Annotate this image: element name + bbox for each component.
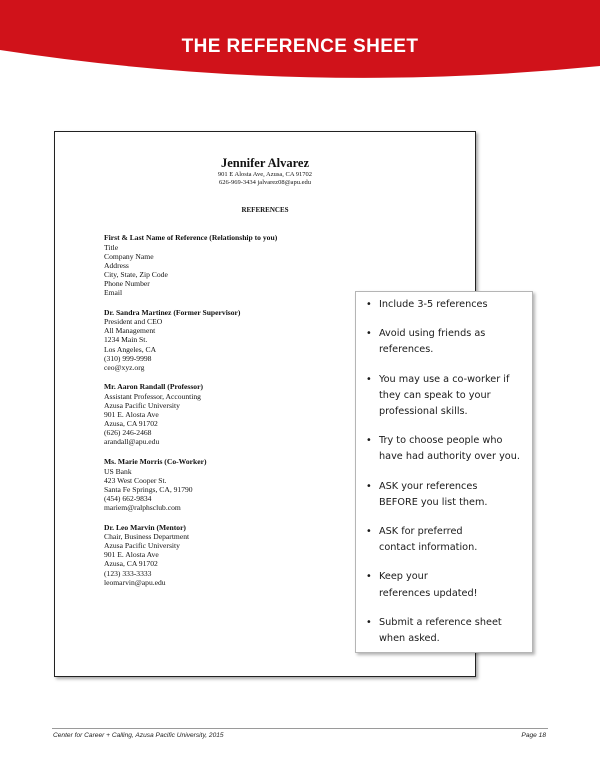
tip-text [379,372,524,421]
bullet-icon: • [366,526,372,538]
reference-detail: US Bank [104,466,132,476]
reference-name: First & Last Name of Reference (Relationship to you) [104,233,278,242]
reference-detail: Azusa, CA 91702 [104,559,158,569]
reference-detail: Azusa Pacific University [104,401,180,410]
reference-detail: Phone Number [104,278,150,288]
reference-name: Dr. Leo Marvin (Mentor) [104,522,186,532]
reference-detail: Los Angeles, CA [104,344,157,354]
tip-line: professional skills. [379,406,468,418]
reference-entry [104,308,364,372]
references-heading: REFERENCES [241,206,289,214]
reference-detail: mariem@ralphsclub.com [104,502,181,512]
tip-line: ASK your references [379,480,478,492]
footer-divider [52,728,548,729]
tip-item [362,433,524,465]
tip-line: Avoid using friends as [379,328,486,340]
tip-line: ASK for preferred [379,526,463,538]
tip-line: BEFORE you list them. [379,496,488,508]
reference-detail: arandall@apu.edu [104,437,160,447]
tip-text [379,326,524,358]
reference-detail: 423 West Cooper St. [104,475,167,485]
bullet-icon: • [366,571,372,583]
reference-detail: All Management [104,326,156,336]
tip-item [362,372,524,421]
tip-text [379,479,524,511]
tip-line: Submit a reference sheet [379,616,502,628]
reference-list [104,233,364,597]
reference-detail: Company Name [104,251,154,261]
bullet-icon: • [366,480,372,492]
tip-line: Keep your [379,571,428,583]
tip-item [362,569,524,601]
page-number: Page 18 [521,732,546,739]
tip-line: contact information. [379,542,478,554]
reference-detail: President and CEO [104,317,163,327]
tip-line: references. [379,344,434,356]
reference-name: Mr. Aaron Randall (Professor) [104,382,203,392]
tip-line: Try to choose people who [379,435,503,447]
reference-detail: (310) 999-9998 [104,353,152,363]
reference-detail: Azusa, CA 91702 [104,419,158,429]
reference-detail: ceo@xyz.org [104,362,145,372]
tip-line: have had authority over you. [379,451,520,463]
reference-detail: Title [104,242,119,252]
reference-name: Ms. Marie Morris (Co-Worker) [104,456,207,466]
tip-text [379,569,524,601]
tip-text [379,297,524,313]
tip-line: references updated! [379,587,478,599]
tip-item [362,615,524,647]
reference-entry [104,233,364,297]
reference-detail: City, State, Zip Code [104,269,168,279]
footer-source: Center for Career + Calling, Azusa Pacific University, 2015 [53,732,224,739]
reference-detail: Address [104,260,129,270]
reference-detail: (454) 662-9834 [104,493,152,503]
tip-item [362,479,524,511]
tip-line: Include 3-5 references [379,299,488,310]
reference-entry [104,382,364,446]
tip-item [362,524,524,556]
reference-detail: 1234 Main St. [104,335,148,345]
tips-box [355,291,533,653]
reference-entry [104,523,364,587]
reference-detail: Santa Fe Springs, CA, 91790 [104,484,193,494]
reference-entry [104,457,364,512]
reference-detail: Chair, Business Department [104,532,190,542]
tip-line: You may use a co-worker if [379,373,510,385]
tip-text [379,615,524,647]
tip-line: when asked. [379,633,440,645]
applicant-name: Jennifer Alvarez [220,156,310,170]
bullet-icon: • [366,373,372,385]
reference-detail: (626) 246-2468 [104,428,152,438]
tip-text [379,433,524,465]
reference-detail: 901 E. Alosta Ave [104,410,159,420]
reference-detail: 901 E. Alosta Ave [104,550,159,560]
bullet-icon: • [366,328,372,340]
bullet-icon: • [366,435,372,447]
reference-detail: (123) 333-3333 [104,568,152,578]
reference-detail: leomarvin@apu.edu [104,577,166,587]
tip-line: they can speak to your [379,389,491,401]
tip-item [362,297,524,313]
tip-item [362,326,524,358]
reference-name: Dr. Sandra Martinez (Former Supervisor) [104,307,241,317]
tip-text [379,524,524,556]
applicant-address: 901 E Alosta Ave, Azusa, CA 91702 [217,171,313,178]
reference-detail: Azusa Pacific University [104,541,180,551]
applicant-contact: 626-969-3434 jalvarez08@apu.edu [219,179,311,186]
bullet-icon: • [366,616,372,628]
bullet-icon: • [366,299,372,310]
reference-detail: Email [104,288,123,298]
reference-detail: Assistant Professor, Accounting [104,391,201,401]
page-title: THE REFERENCE SHEET [181,36,419,57]
